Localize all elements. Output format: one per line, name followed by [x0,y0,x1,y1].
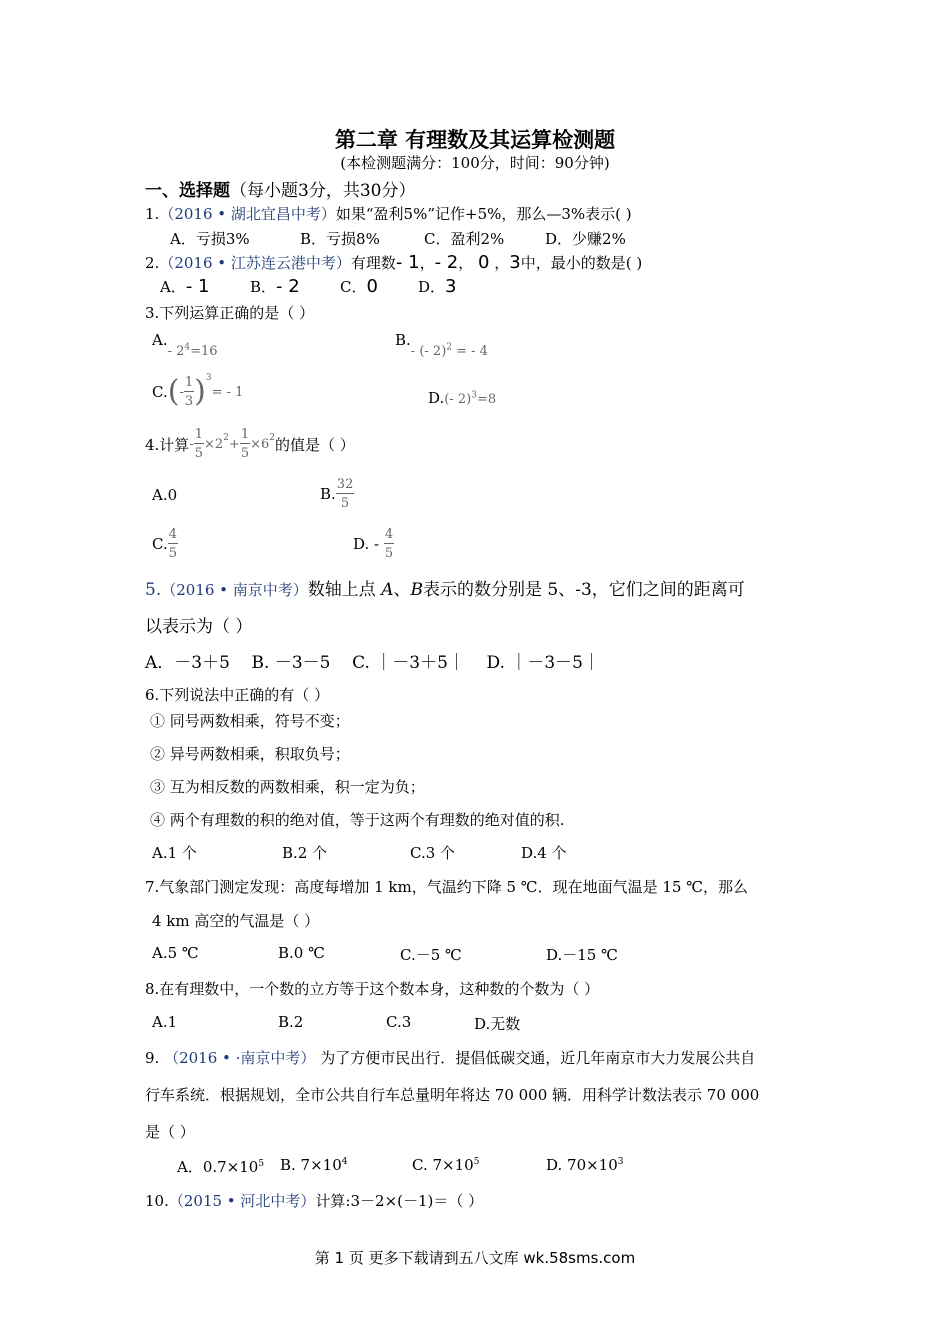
q3-a-expr [168,344,218,359]
q3-a-rest: =16 [190,344,218,359]
q7-option-d: D.－15 ℃ [546,946,618,964]
q2-number-1: - 1 [395,252,420,273]
q4-option-d [353,528,394,560]
q4-t1-num: 1 [194,427,203,442]
q4-option-b [320,478,354,510]
q9-option-d [546,1156,624,1174]
q9-option-a [177,1156,264,1177]
q3-option-c [152,373,244,409]
q4-option-a: A.0 [152,486,178,504]
q2-option-c [340,276,378,297]
q2-number: 2. [145,254,160,272]
q2-option-b-label: B． [250,278,277,296]
q9-b-mantissa: B. 7×10 [280,1156,342,1174]
q9-option-b [280,1156,348,1174]
q3-option-d [428,389,496,407]
q8-option-b: B.2 [278,1013,304,1031]
q2-option-b [250,276,300,297]
q4-b-label: B. [320,485,336,503]
question-6: 6.下列说法中正确的有（ ） [145,686,330,704]
q3-c-close-paren: ) [194,374,206,409]
q4-t1-den: 5 [194,446,203,461]
q8-option-d: D.无数 [474,1015,521,1033]
q3-d-exp: 3 [471,390,477,401]
q3-b-rest: = - 4 [452,344,488,359]
q3-c-den: 3 [184,394,194,409]
q9-d-exp: 3 [617,1157,624,1167]
q5-number: 5. [145,580,162,600]
q5-line2: 以表示为（ ） [145,617,253,637]
q4-t1-fraction [194,428,204,460]
q4-t2-sign: + [228,436,240,452]
q10-source: （2015 • 河北中考） [168,1192,316,1210]
q2-number-3: 0 [478,252,490,273]
q1-number: 1. [145,205,160,223]
q3-d-label: D. [428,389,445,407]
q2-option-d [418,276,456,297]
q4-t2-num: 1 [240,427,250,442]
q3-c-fraction [184,376,194,408]
q2-option-d-label: D． [418,278,446,296]
q9-line2: 行车系统．根据规划，全市公共自行车总量明年将达 70 000 辆．用科学计数法表示 70 000 [145,1086,760,1104]
q4-t2-den: 5 [240,446,250,461]
q2-number-4: 3 [509,252,521,273]
q2-option-a [160,276,210,297]
q3-b-expr [411,344,488,359]
q10-number: 10. [145,1192,169,1210]
q10-text: 计算:3－2×(－1)＝（ ） [315,1192,484,1210]
q2-option-a-value: - 1 [185,276,210,297]
question-3: 3.下列运算正确的是（ ） [145,304,315,322]
q3-option-a [152,331,218,359]
q4-c-fraction [168,528,178,560]
q4-b-fraction [336,478,355,510]
page-subtitle: (本检测题满分：100分，时间：90分钟) [340,154,610,172]
q6-item-2: ② 异号两数相乘，积取负号； [150,745,350,763]
section-heading [145,176,415,201]
q3-option-b [395,331,488,359]
q3-a-exp: 4 [184,342,191,353]
q3-b-label: B. [395,331,411,349]
q6-item-4: ④ 两个有理数的积的绝对值，等于这两个有理数的绝对值的积. [150,811,565,829]
q2-text-a: 有理数 [350,254,396,272]
q7-option-c: C.－5 ℃ [400,946,462,964]
q3-c-label: C. [152,383,168,401]
q2-option-d-value: 3 [445,276,457,297]
q3-a-base: - 2 [167,344,185,359]
q4-tail: 的值是（ ） [275,435,355,454]
q9-c-exp: 5 [473,1157,480,1167]
q9-line3: 是（ ） [145,1123,195,1141]
q2-option-a-label: A． [160,278,186,296]
q5-sep: 、 [393,580,411,600]
q7-line2: 4 km 高空的气温是（ ） [152,912,320,930]
q4-c-den: 5 [168,546,177,561]
q6-item-1: ① 同号两数相乘，符号不变； [150,712,350,730]
q6-item-3: ③ 互为相反数的两数相乘，积一定为负； [150,778,425,796]
q4-lead: 4.计算 [145,435,190,454]
question-4 [145,428,355,460]
q2-option-b-value: - 2 [276,276,300,297]
q4-c-label: C. [152,535,168,553]
q4-t2-exp: 2 [269,433,275,443]
q9-option-c [412,1156,479,1174]
q3-c-exp: 3 [205,373,212,383]
q9-c-mantissa: C. 7×10 [412,1156,474,1174]
q1-option-c: C．盈利2% [424,230,505,248]
q2-number-2: - 2 [434,252,459,273]
q5-source: （2016 • 南京中考） [161,581,308,599]
q2-text-b: 中，最小的数是( ) [520,254,643,272]
q3-d-base: (- 2) [444,392,472,407]
q4-t1-exp: 2 [223,433,229,443]
q2-source: （2016 • 江苏连云港中考） [159,254,351,272]
q4-t1-mul: ×2 [204,436,224,452]
q9-b-exp: 4 [341,1157,348,1167]
section-title: 一、选择题 [145,181,230,201]
q4-option-c [152,528,178,560]
q8-option-c: C.3 [386,1013,412,1031]
q7-option-b: B.0 ℃ [278,944,325,962]
q4-t2-mul: ×6 [250,436,270,452]
q9-source: （2016 • ·南京中考） [164,1049,316,1067]
question-2: 2.（2016 • 江苏连云港中考）有理数- 1，- 2， 0 ，3中，最小的数是( ) [145,252,643,273]
q3-a-label: A. [152,331,168,349]
q6-option-c: C.3 个 [410,844,456,862]
q4-d-fraction [384,528,394,560]
q5-point-a: A [381,580,394,600]
q3-c-expr [167,373,244,409]
q7-option-a: A.5 ℃ [152,944,199,962]
q4-b-den: 5 [340,496,350,511]
q4-c-num: 4 [168,527,177,542]
q5-text2: 表示的数分别是 5、-3，它们之间的距离可 [422,580,745,600]
q3-c-open-paren: ( [167,374,180,409]
q9-line1: 为了方便市民出行．提倡低碳交通，近几年南京市大力发展公共自 [320,1049,756,1067]
q4-t1-sign: - [189,436,194,452]
q6-option-b: B.2 个 [282,844,328,862]
q8-option-a: A.1 [152,1013,178,1031]
q5-text: 数轴上点 [307,580,376,600]
question-1 [145,203,632,224]
q6-option-d: D.4 个 [521,844,567,862]
q1-source: （2016 • 湖北宜昌中考） [159,205,336,223]
q9-a-mantissa: A．0.7×10 [177,1158,259,1176]
q6-option-a: A.1 个 [152,844,197,862]
q1-option-b: B．亏损8% [300,230,380,248]
page-footer: 第 1 页 更多下载请到五八文库 wk.58sms.com [314,1249,636,1267]
q9-a-exp: 5 [258,1159,265,1169]
q9-number: 9. [145,1049,160,1067]
question-8: 8.在有理数中，一个数的立方等于这个数本身，这种数的个数为（ ） [145,980,600,998]
q3-c-num: 1 [184,375,194,390]
q3-c-rest: = - 1 [211,384,244,400]
q1-option-a: A．亏损3% [170,230,250,248]
q4-b-num: 32 [336,477,354,492]
question-10 [145,1190,483,1211]
q3-b-base: - (- 2) [410,344,447,359]
q4-expression [189,428,275,460]
q9-d-mantissa: D. 70×10 [546,1156,618,1174]
question-5 [145,575,745,600]
q4-d-label: D. - [353,535,384,553]
section-note: （每小题3分，共30分） [230,181,416,201]
q1-text: 如果“盈利5%”记作+5%，那么—3%表示( ) [335,205,632,223]
q2-option-c-label: C． [340,278,367,296]
q1-option-d: D．少赚2% [545,230,626,248]
page-title: 第二章 有理数及其运算检测题 [334,127,616,152]
q3-b-exp: 2 [446,342,452,353]
q5-options: A．－3＋5 B. －3－5 C. ｜－3＋5｜ D. ｜－3－5｜ [145,653,600,673]
q4-t2-fraction [240,428,250,460]
q4-d-den: 5 [384,546,394,561]
q3-d-expr [444,392,496,407]
q3-c-pre: - [179,384,184,400]
q4-d-num: 4 [384,527,394,542]
q3-d-rest: =8 [476,392,497,407]
q5-point-b: B [410,580,423,600]
q2-option-c-value: 0 [366,276,378,297]
question-9 [145,1047,755,1068]
question-7: 7.气象部门测定发现：高度每增加 1 km，气温约下降 5 ℃．现在地面气温是 15 ℃，那么 [145,878,748,896]
